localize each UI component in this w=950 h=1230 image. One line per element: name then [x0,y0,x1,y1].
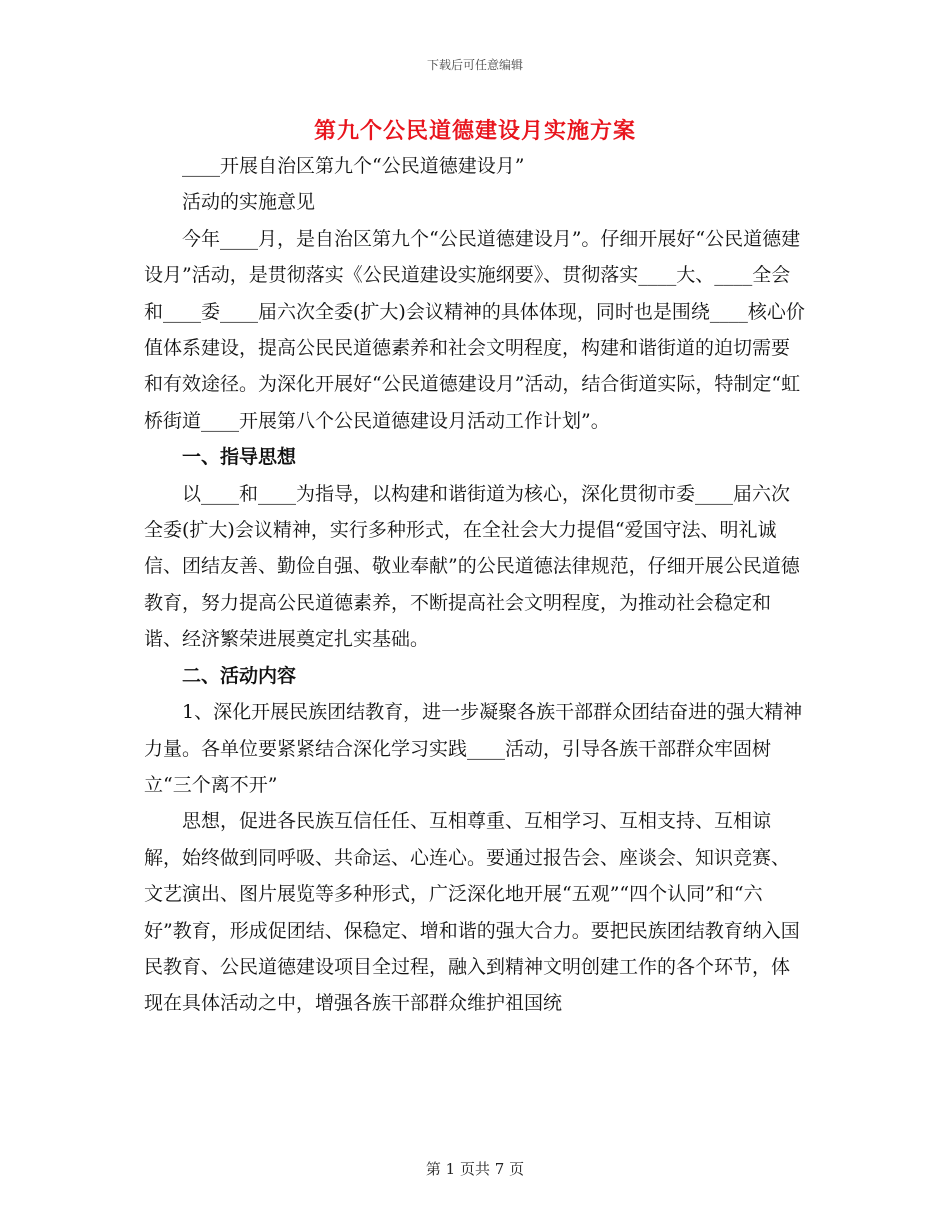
body-paragraph: ____开展自治区第九个“公民道德建设月” [182,155,525,177]
body-paragraph: 以____和____为指导，以构建和谐街道为核心，深化贯彻市委____届六次全委(扩大)会议精神，实行多种形式，在全社会大力提倡“爱国守法、明礼诚信、团结友善、勤俭自强、敬业奉献”的公民道德法律规范，仔细开展公民道德教育，努力提高公民道德素养，不断提高社会文明程度，为推动社会稳定和谐、经济繁荣进展奠定扎实基础。 [144,482,800,651]
body-paragraph: 1、深化开展民族团结教育，进一步凝聚各族干部群众团结奋进的强大精神力量。各单位要紧紧结合深化学习实践____活动，引导各族干部群众牢固树立“三个离不开” [144,701,803,796]
document-title: 第九个公民道德建设月实施方案 [313,118,636,144]
page-number-footer: 第 1 页共 7 页 [425,1160,525,1178]
page-header-note: 下载后可任意编辑 [426,58,523,72]
body-paragraph: 活动的实施意见 [182,191,316,214]
body-paragraph: 今年____月，是自治区第九个“公民道德建设月”。仔细开展好“公民道德建设月”活动，是贯彻落实《公民道建设实施纲要》、贯彻落实____大、____全会和____委____届六次全委(扩大)会议精神的具体体现，同时也是围绕____核心价值体系建设，提高公民民道德素养和社会文明程度，构建和谐街道的迫切需要和有效途径。为深化开展好“公民道德建设月”活动，结合街道实际，特制定“虹桥街道____开展第八个公民道德建设月活动工作计划”。 [144,227,805,432]
section-heading: 二、活动内容 [182,664,297,687]
body-paragraph: 思想，促进各民族互信任任、互相尊重、互相学习、互相支持、互相谅解，始终做到同呼吸、共命运、心连心。要通过报告会、座谈会、知识竞赛、文艺演出、图片展览等多种形式，广泛深化地开展“五观”“四个认同”和“六好”教育，形成促团结、保稳定、增和谐的强大合力。要把民族团结教育纳入国民教育、公民道德建设项目全过程，融入到精神文明创建工作的各个环节，体现在具体活动之中，增强各族干部群众维护祖国统 [144,810,800,1015]
section-heading: 一、指导思想 [182,446,297,469]
document-body [144,148,808,1022]
